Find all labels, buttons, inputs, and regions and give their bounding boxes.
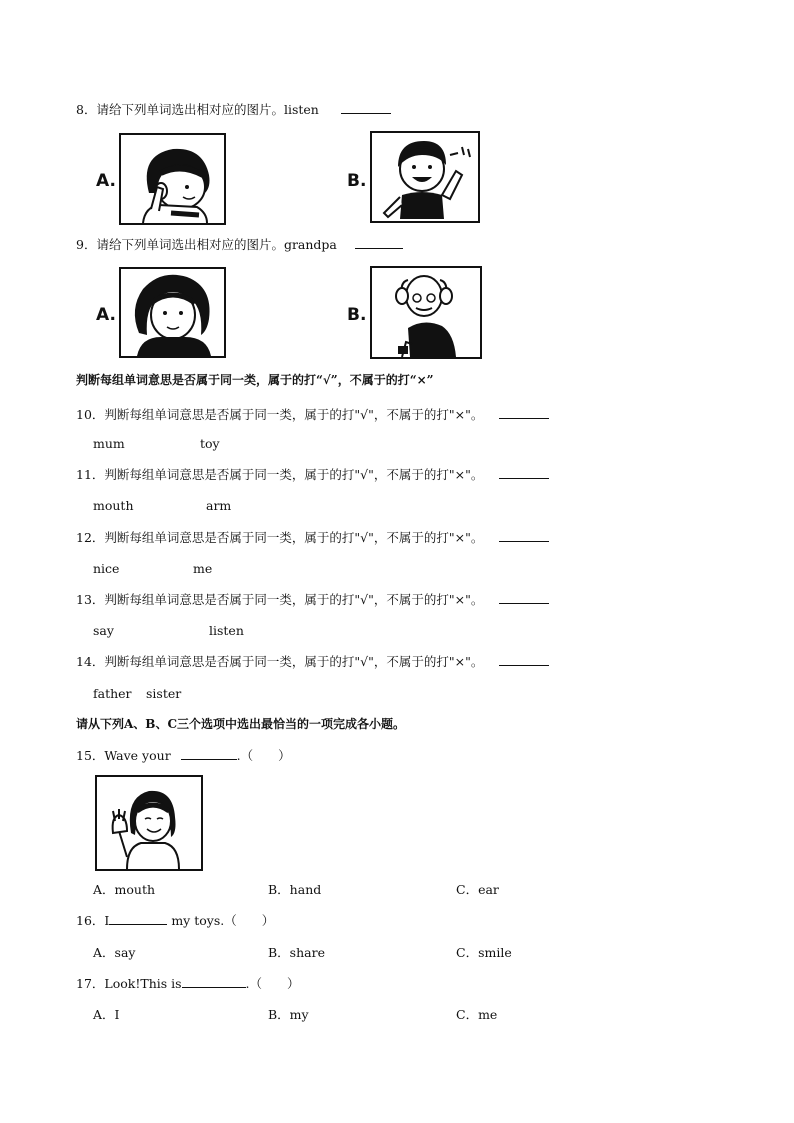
question-9-prompt: 9．请给下列单词选出相对应的图片。grandpa	[76, 237, 337, 252]
question-16	[76, 913, 274, 929]
word-toy: toy	[200, 436, 220, 451]
q17-option-c[interactable]: C．me	[456, 1007, 498, 1022]
answer-blank-17[interactable]	[182, 976, 246, 988]
word-say: say	[93, 623, 114, 638]
q16-option-a[interactable]: A．say	[93, 945, 136, 960]
option-b-label: B.	[347, 171, 367, 191]
answer-blank-11[interactable]	[499, 467, 549, 479]
word-listen: listen	[209, 623, 244, 638]
answer-blank-16[interactable]	[109, 913, 167, 925]
question-11	[76, 467, 549, 483]
answer-blank-14[interactable]	[499, 654, 549, 666]
word-me: me	[193, 561, 213, 576]
question-9	[76, 237, 403, 253]
waving-girl-image	[95, 775, 203, 871]
option-a-label: A.	[96, 305, 116, 325]
word-arm: arm	[206, 498, 232, 513]
q17-option-b[interactable]: B．my	[268, 1007, 309, 1022]
woman-image	[119, 267, 226, 358]
word-father: father	[93, 686, 132, 701]
question-10	[76, 407, 549, 423]
question-8-prompt: 8．请给下列单词选出相对应的图片。listen	[76, 102, 319, 117]
answer-blank-9[interactable]	[355, 237, 403, 249]
listen-child-image	[119, 133, 226, 225]
word-mouth: mouth	[93, 498, 134, 513]
question-15	[76, 748, 291, 764]
question-8	[76, 102, 391, 118]
question-12-prompt: 12．判断每组单词意思是否属于同一类，属于的打"√"，不属于的打"×"。	[76, 530, 484, 545]
question-15-prefix: 15．Wave your	[76, 748, 171, 763]
section-instruction-judge: 判断每组单词意思是否属于同一类，属于的打“√”，不属于的打“×”	[76, 373, 434, 387]
question-16-prefix: 16．I	[76, 913, 110, 928]
question-11-prompt: 11．判断每组单词意思是否属于同一类，属于的打"√"，不属于的打"×"。	[76, 467, 484, 482]
question-15-suffix: .（ ）	[236, 748, 291, 763]
question-17	[76, 976, 300, 992]
question-17-suffix: .（ ）	[245, 976, 300, 991]
waving-boy-image	[370, 131, 480, 223]
q17-option-a[interactable]: A．I	[93, 1007, 120, 1022]
question-14	[76, 654, 549, 670]
answer-blank-15[interactable]	[181, 748, 237, 760]
question-13	[76, 592, 549, 608]
q15-option-a[interactable]: A．mouth	[93, 882, 156, 897]
question-14-prompt: 14．判断每组单词意思是否属于同一类，属于的打"√"，不属于的打"×"。	[76, 654, 484, 669]
question-17-prefix: 17．Look!This is	[76, 976, 182, 991]
option-a-label: A.	[96, 171, 116, 191]
question-12	[76, 530, 549, 546]
answer-blank-12[interactable]	[499, 530, 549, 542]
grandpa-image	[370, 266, 482, 359]
section-instruction-choice: 请从下列A、B、C三个选项中选出最恰当的一项完成各小题。	[76, 717, 406, 731]
word-mum: mum	[93, 436, 125, 451]
question-16-suffix: my toys.（ ）	[167, 913, 275, 928]
word-nice: nice	[93, 561, 120, 576]
question-10-prompt: 10．判断每组单词意思是否属于同一类，属于的打"√"，不属于的打"×"。	[76, 407, 484, 422]
answer-blank-10[interactable]	[499, 407, 549, 419]
option-b-label: B.	[347, 305, 367, 325]
q16-option-c[interactable]: C．smile	[456, 945, 512, 960]
q16-option-b[interactable]: B．share	[268, 945, 325, 960]
question-13-prompt: 13．判断每组单词意思是否属于同一类，属于的打"√"，不属于的打"×"。	[76, 592, 484, 607]
q15-option-b[interactable]: B．hand	[268, 882, 322, 897]
answer-blank-8[interactable]	[341, 102, 391, 114]
word-sister: sister	[146, 686, 182, 701]
answer-blank-13[interactable]	[499, 592, 549, 604]
q15-option-c[interactable]: C．ear	[456, 882, 499, 897]
